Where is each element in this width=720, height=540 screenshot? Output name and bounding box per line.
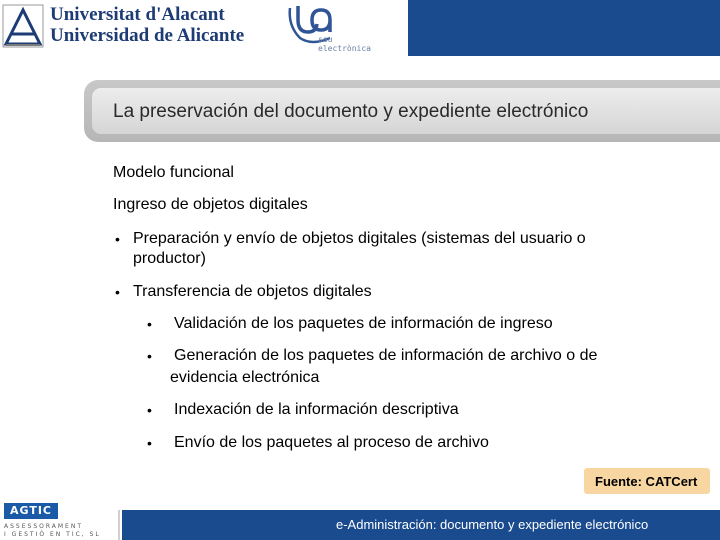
- agtic-logo: AGTIC: [4, 503, 58, 519]
- sub-bullet-envio: Envío de los paquetes al proceso de archivo: [174, 434, 489, 451]
- ua-logo-subtitle-line1: seu: [318, 35, 333, 44]
- sub-bullet-marker: •: [147, 435, 152, 451]
- footer-divider: [118, 510, 120, 540]
- bullet-transferencia: Transferencia de objetos digitales: [133, 283, 372, 300]
- bullet-preparacion-line2: productor): [133, 250, 206, 267]
- agtic-subtitle-line1: ASSESSORAMENT: [4, 523, 84, 530]
- sub-bullet-marker: •: [147, 348, 152, 364]
- university-name-line2: Universidad de Alicante: [50, 25, 245, 46]
- agtic-subtitle: [4, 523, 101, 539]
- slide-header: [0, 0, 720, 56]
- bullet-preparacion: [133, 229, 586, 269]
- bullet-marker: •: [115, 231, 120, 247]
- heading-modelo-funcional: Modelo funcional: [113, 164, 234, 181]
- heading-ingreso: Ingreso de objetos digitales: [113, 196, 308, 213]
- header-color-bar: [408, 0, 720, 56]
- university-name-line1: Universitat d'Alacant: [50, 4, 225, 25]
- ua-logo-subtitle-line2: electrònica: [318, 44, 371, 53]
- agtic-subtitle-line2: I GESTIÓ EN TIC, SL: [4, 531, 101, 538]
- university-name: [50, 4, 244, 46]
- source-text: Fuente: CATCert: [595, 474, 698, 489]
- sub-bullet-generacion-line2: evidencia electrónica: [170, 369, 320, 386]
- ua-logo-subtitle: [318, 35, 371, 53]
- sub-bullet-marker: •: [147, 316, 152, 332]
- sub-bullet-marker: •: [147, 402, 152, 418]
- slide-title: La preservación del documento y expediente electrónico: [113, 101, 589, 122]
- sub-bullet-generacion-line1: Generación de los paquetes de información de archivo o de: [174, 347, 598, 364]
- sub-bullet-indexacion: Indexación de la información descriptiva: [174, 401, 459, 418]
- university-crest-icon: [2, 4, 44, 48]
- bullet-marker: •: [115, 284, 120, 300]
- sub-bullet-validacion: Validación de los paquetes de información de ingreso: [174, 315, 553, 332]
- bullet-preparacion-line1: Preparación y envío de objetos digitales (sistemas del usuario o: [133, 230, 586, 247]
- footer-text: e-Administración: documento y expediente electrónico: [336, 517, 649, 532]
